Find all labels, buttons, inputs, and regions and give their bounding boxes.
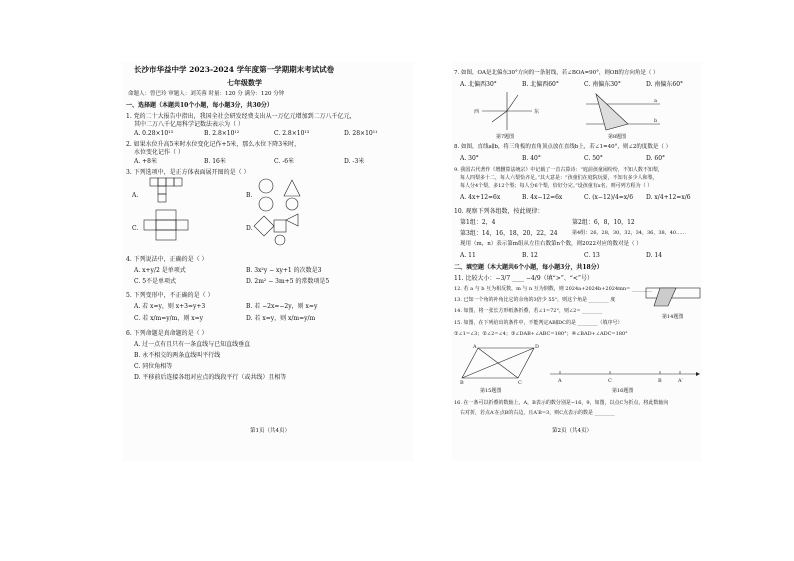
fig-8-caption: 第8题图 — [608, 134, 627, 140]
q1-text: 1. 党的二十大报告中指出，我国全社会研发经费支出从一万亿元增加到二万八千亿元， — [126, 113, 356, 120]
q9-option-a: A. 4x+12=6x — [460, 194, 501, 201]
q4-option-a: A. x+y/2 是单项式 — [134, 267, 186, 274]
q4-option-c: C. 5不是单项式 — [134, 278, 177, 285]
q16-text-2: 右对折，若点A′在点B的右边，且A′B=3，则C点表示的数是 ________ — [460, 410, 615, 416]
q14-figure — [646, 284, 700, 312]
q12-text: 12. 若 a 与 b 互为相反数，m 与 n 互为倒数，则 2024a+2024b+2024mn= ________ — [454, 286, 652, 292]
q2-option-b: B. 16米 — [204, 158, 226, 165]
svg-text:B: B — [460, 380, 464, 386]
q10-option-c: C. 13 — [584, 252, 600, 259]
q14-text: 14. 如图，将一张长方形纸条折叠，若∠1=72°，则∠2= ________ — [454, 308, 603, 314]
q3-option-b: B. — [246, 192, 253, 199]
section-2-heading: 二、填空题（本大题共6个小题，每小题3分，共18分） — [454, 264, 603, 271]
q9-option-d: D. x/4+12=x/6 — [646, 194, 691, 201]
exam-subtitle: 七年级数学 — [227, 78, 262, 87]
q10-text-2: 现用（m，n）表示第m组从左往右数第n个数，则2022对应的数对是（ ） — [460, 241, 642, 247]
q7-option-d: D. 南偏东60° — [646, 81, 684, 88]
q9-text: 9. 我国古代著作《增删算法统宗》中记载了一首古算诗：“庭前孩童闹纷纷，不知人数不知梨， — [454, 167, 663, 173]
q4-text: 4. 下列说法中，正确的是（ ） — [126, 256, 208, 263]
exam-page-2 — [452, 62, 702, 461]
svg-text:A: A — [473, 344, 477, 350]
q8-option-c: C. 50° — [584, 155, 603, 162]
exam-page-1 — [122, 62, 414, 461]
q1-option-c: C. 2.8×10¹³ — [274, 130, 310, 137]
q7-compass-figure — [472, 90, 542, 132]
q13-text: 13. 已知一个角的补角比它的余角的3倍少 55°，则这个角是 ________ 度 — [454, 297, 616, 303]
q3-option-d: D. — [246, 225, 253, 232]
fig-14-caption: 第14题图 — [662, 314, 684, 320]
q5-text: 5. 下列变形中，不正确的是（ ） — [126, 292, 214, 299]
q8-option-a: A. 30° — [460, 155, 479, 162]
q2-option-a: A. +8米 — [134, 158, 157, 165]
svg-text:东: 东 — [534, 109, 540, 115]
fig-16-caption: 第16题图 — [612, 388, 634, 394]
q5-option-b: B. 若 −2x=−2y，则 x=y — [246, 303, 318, 310]
q6-option-b: B. 永不相交的两条直线叫平行线 — [134, 352, 221, 359]
q10-row-1: 第1组：2，4 — [460, 219, 496, 226]
q5-option-c: C. 若 x/m=y/m，则 x=y — [134, 315, 204, 322]
svg-text:西: 西 — [474, 109, 480, 115]
q10-row-4: 第4组：26，28，30，32，34，36，38，40…… — [572, 230, 687, 236]
q3-option-c: C. — [132, 225, 139, 232]
q1-option-b: B. 2.8×10¹² — [204, 130, 240, 137]
svg-text:a: a — [654, 98, 657, 104]
svg-text:B: B — [658, 378, 662, 384]
q9-text-2: 每人四梨多十二，每人六梨恰齐足。”其大意是：“孩童们在庭院玩耍，不知有多少人和梨， — [460, 175, 658, 181]
q6-text: 6. 下列命题是真命题的是（ ） — [126, 330, 208, 337]
q3-figure-c — [142, 210, 194, 250]
q6-option-d: D. 平移前后连接各组对应点的线段平行（或共线）且相等 — [134, 374, 287, 381]
q5-option-a: A. 若 x=y，则 x+3=y+3 — [134, 303, 206, 310]
page-number-1: 第1页（共4页） — [250, 428, 290, 434]
section-1-heading: 一、选择题（本题共10个小题，每小题3分，共30分） — [126, 102, 273, 109]
svg-text:C: C — [518, 380, 522, 386]
q7-option-a: A. 北偏西30° — [460, 81, 497, 88]
q8-figure — [582, 90, 662, 132]
q9-option-c: C. (x−12)/4=x/6 — [584, 194, 634, 201]
q1-option-a: A. 0.28×10¹³ — [134, 130, 173, 137]
q7-text: 7. 如图，OA是北偏东30°方向的一条射线，若∠BOA=90°，则OB的方向角是（ ） — [454, 70, 659, 76]
q16-number-line — [550, 354, 700, 386]
q9-text-3: 每人分4个梨，多12个梨；每人分6个梨，恰好分完。”设孩童有x名，则可列方程为（ ） — [460, 183, 653, 189]
q10-row-3: 第3组：14，16，18，20，22，24 — [460, 230, 558, 237]
q9-option-b: B. 4x−12=6x — [522, 194, 563, 201]
q2-text: 2. 如果水位升高5米时水位变化记作+5米，那么水位下降3米时， — [126, 141, 301, 148]
page-number-2: 第2页（共4页） — [552, 428, 592, 434]
exam-title: 长沙市华益中学 2023-2024 学年度第一学期期末考试试卷 — [134, 65, 335, 74]
q4-option-b: B. 3x²y − xy+1 的次数是3 — [246, 267, 322, 274]
exam-info: 命题人：曾巴玲 审题人：刘芙蓉 时量：120 分 满分：120 分钟 — [128, 91, 285, 97]
q11-text: 11. 比较大小：−3/7 ____ −4/9（填“>”、“<”号） — [454, 275, 593, 282]
q2-option-d: D. -3米 — [344, 158, 365, 165]
svg-text:C: C — [608, 378, 612, 384]
q2-text-2: 水位变化记作（ ） — [134, 149, 184, 156]
q2-option-c: C. -6米 — [274, 158, 295, 165]
svg-text:b: b — [654, 118, 658, 124]
q3-figure-d — [254, 210, 304, 250]
q1-option-d: D. 28×10¹¹ — [344, 130, 378, 137]
q8-option-b: B. 40° — [522, 155, 541, 162]
q6-option-c: C. 同位角相等 — [134, 363, 173, 370]
q6-option-a: A. 过一点有且只有一条直线与已知直线垂直 — [134, 341, 251, 348]
svg-text:A: A — [558, 378, 562, 384]
q5-option-d: D. 若 x=y，则 x/m=y/m — [246, 315, 316, 322]
q10-text: 10. 观察下列各组数，按此规律： — [454, 208, 544, 215]
q7-option-c: C. 南偏东30° — [584, 81, 621, 88]
q15-options: ①∠1=∠3；②∠2=∠4；③∠DAB+∠ABC=180°；④∠BAD+∠ADC=180° — [454, 331, 628, 337]
q15-figure — [460, 344, 540, 384]
q3-option-a: A. — [132, 192, 139, 199]
svg-text:A′: A′ — [678, 378, 683, 384]
q1-text-2: 其中二万八千亿用科学记数法表示为（ ） — [134, 121, 244, 128]
svg-text:D: D — [535, 344, 540, 350]
q4-option-d: D. 2m² − 3m+5 的常数项是5 — [246, 278, 330, 285]
q8-text: 8. 如图，直线a∥b，将三角板的直角顶点放在直线b上，若∠1=40°，则∠2的度数是（ ） — [454, 144, 672, 150]
q10-option-b: B. 12 — [522, 252, 538, 259]
q16-text: 16. 在一条可以折叠的数轴上，A，B表示的数分别是−16，9，如图，以点C为折点，将此数轴向 — [454, 400, 669, 406]
q10-option-d: D. 14 — [646, 252, 663, 259]
q15-text: 15. 如图，在下列给出的条件中，不能判定AB∥DC的是 ________（填序号） — [454, 320, 623, 326]
q7-option-b: B. 北偏西60° — [522, 81, 559, 88]
q10-option-a: A. 11 — [460, 252, 476, 259]
q10-row-2: 第2组：6，8，10，12 — [572, 219, 635, 226]
fig-7-caption: 第7题图 — [496, 134, 515, 140]
fig-15-caption: 第15题图 — [480, 388, 502, 394]
q3-text: 3. 下列选项中，是正方体表面展开图的是（ ） — [126, 169, 250, 176]
q8-option-d: D. 60° — [646, 155, 666, 162]
